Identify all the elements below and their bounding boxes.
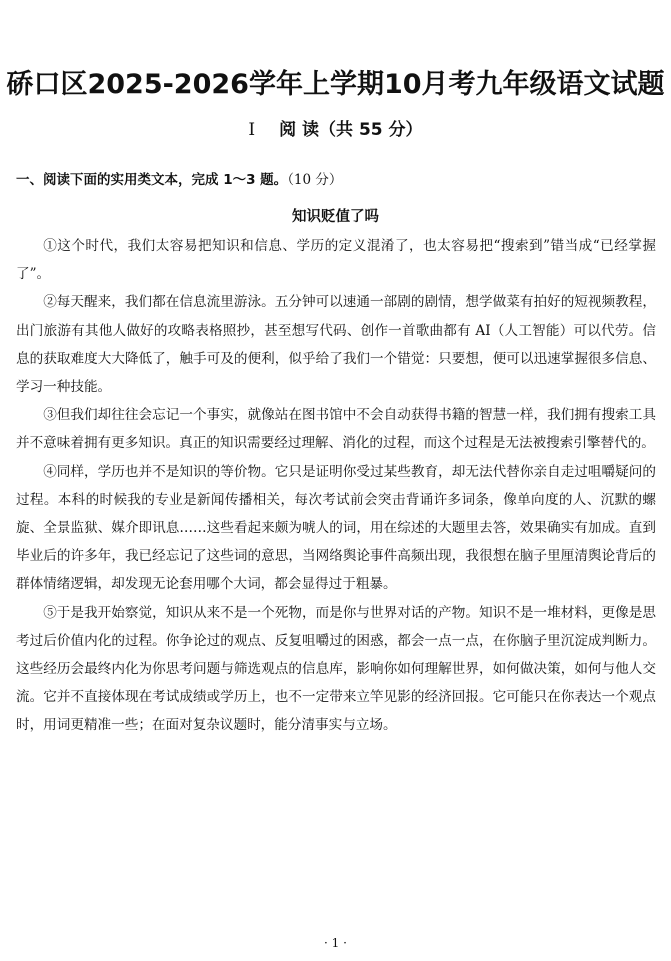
question-points: （10 分） xyxy=(287,172,343,188)
question-instruction: 一、阅读下面的实用类文本，完成 1～3 题。 xyxy=(16,172,288,188)
article-paragraph-1: ①这个时代，我们太容易把知识和信息、学历的定义混淆了，也太容易把“搜索到”错当成“已经掌握了”。 xyxy=(16,238,656,283)
article-paragraph-3: ③但我们却往往会忘记一个事实，就像站在图书馆中不会自动获得书籍的智慧一样，我们拥有搜索工具并不意味着拥有更多知识。真正的知识需要经过理解、消化的过程，而这个过程是无法被搜索引擎替代的。 xyxy=(16,407,656,452)
section-label: 阅 读（共 55 分） xyxy=(279,120,423,140)
article-paragraph-5: ⑤于是我开始察觉，知识从来不是一个死物，而是你与世界对话的产物。知识不是一堆材料，更像是思考过后价值内化的过程。你争论过的观点、反复咀嚼过的困惑，都会一点一点，在你脑子里沉淀成判断力。这些经历会最终内化为你思考问题与筛选观点的信息库，影响你如何理解世界，如何做决策，如何与他人交流。它并不直接体现在考试成绩或学历上，也不一定带来立竿见影的经济回报。它可能只在你表达一个观点时，用词更精准一些；在面对复杂议题时，能分清事实与立场。 xyxy=(16,604,656,734)
question-heading xyxy=(16,168,342,188)
article-paragraph-2: ②每天醒来，我们都在信息流里游泳。五分钟可以速通一部剧的剧情，想学做菜有拍好的短视频教程，出门旅游有其他人做好的攻略表格照抄，甚至想写代码、创作一首歌曲都有 AI（人工智能）可以代劳。信息的获取难度大大降低了，触手可及的便利，似乎给了我们一个错觉：只要想，便可以迅速掌握很多信息、学习一种技能。 xyxy=(16,294,656,396)
section-roman-numeral: Ⅰ xyxy=(248,120,256,140)
article-paragraph-4: ④同样，学历也并不是知识的等价物。它只是证明你受过某些教育，却无法代替你亲自走过咀嚼疑问的过程。本科的时候我的专业是新闻传播相关，每次考试前会突击背诵许多词条，像单向度的人、沉默的螺旋、全景监狱、媒介即讯息……这些看起来颇为唬人的词，用在综述的大题里去答，效果确实有加成。直到毕业后的许多年，我已经忘记了这些词的意思，当网络舆论事件高频出现，我很想在脑子里厘清舆论背后的群体情绪逻辑，却发现无论套用哪个大词，都会显得过于粗暴。 xyxy=(16,463,656,593)
exam-title: 硚口区2025-2026学年上学期10月考九年级语文试题 xyxy=(6,69,665,100)
section-heading xyxy=(0,115,671,140)
page-number: · 1 · xyxy=(324,936,347,950)
article-body xyxy=(16,232,656,740)
article-title: 知识贬值了吗 xyxy=(292,209,379,225)
